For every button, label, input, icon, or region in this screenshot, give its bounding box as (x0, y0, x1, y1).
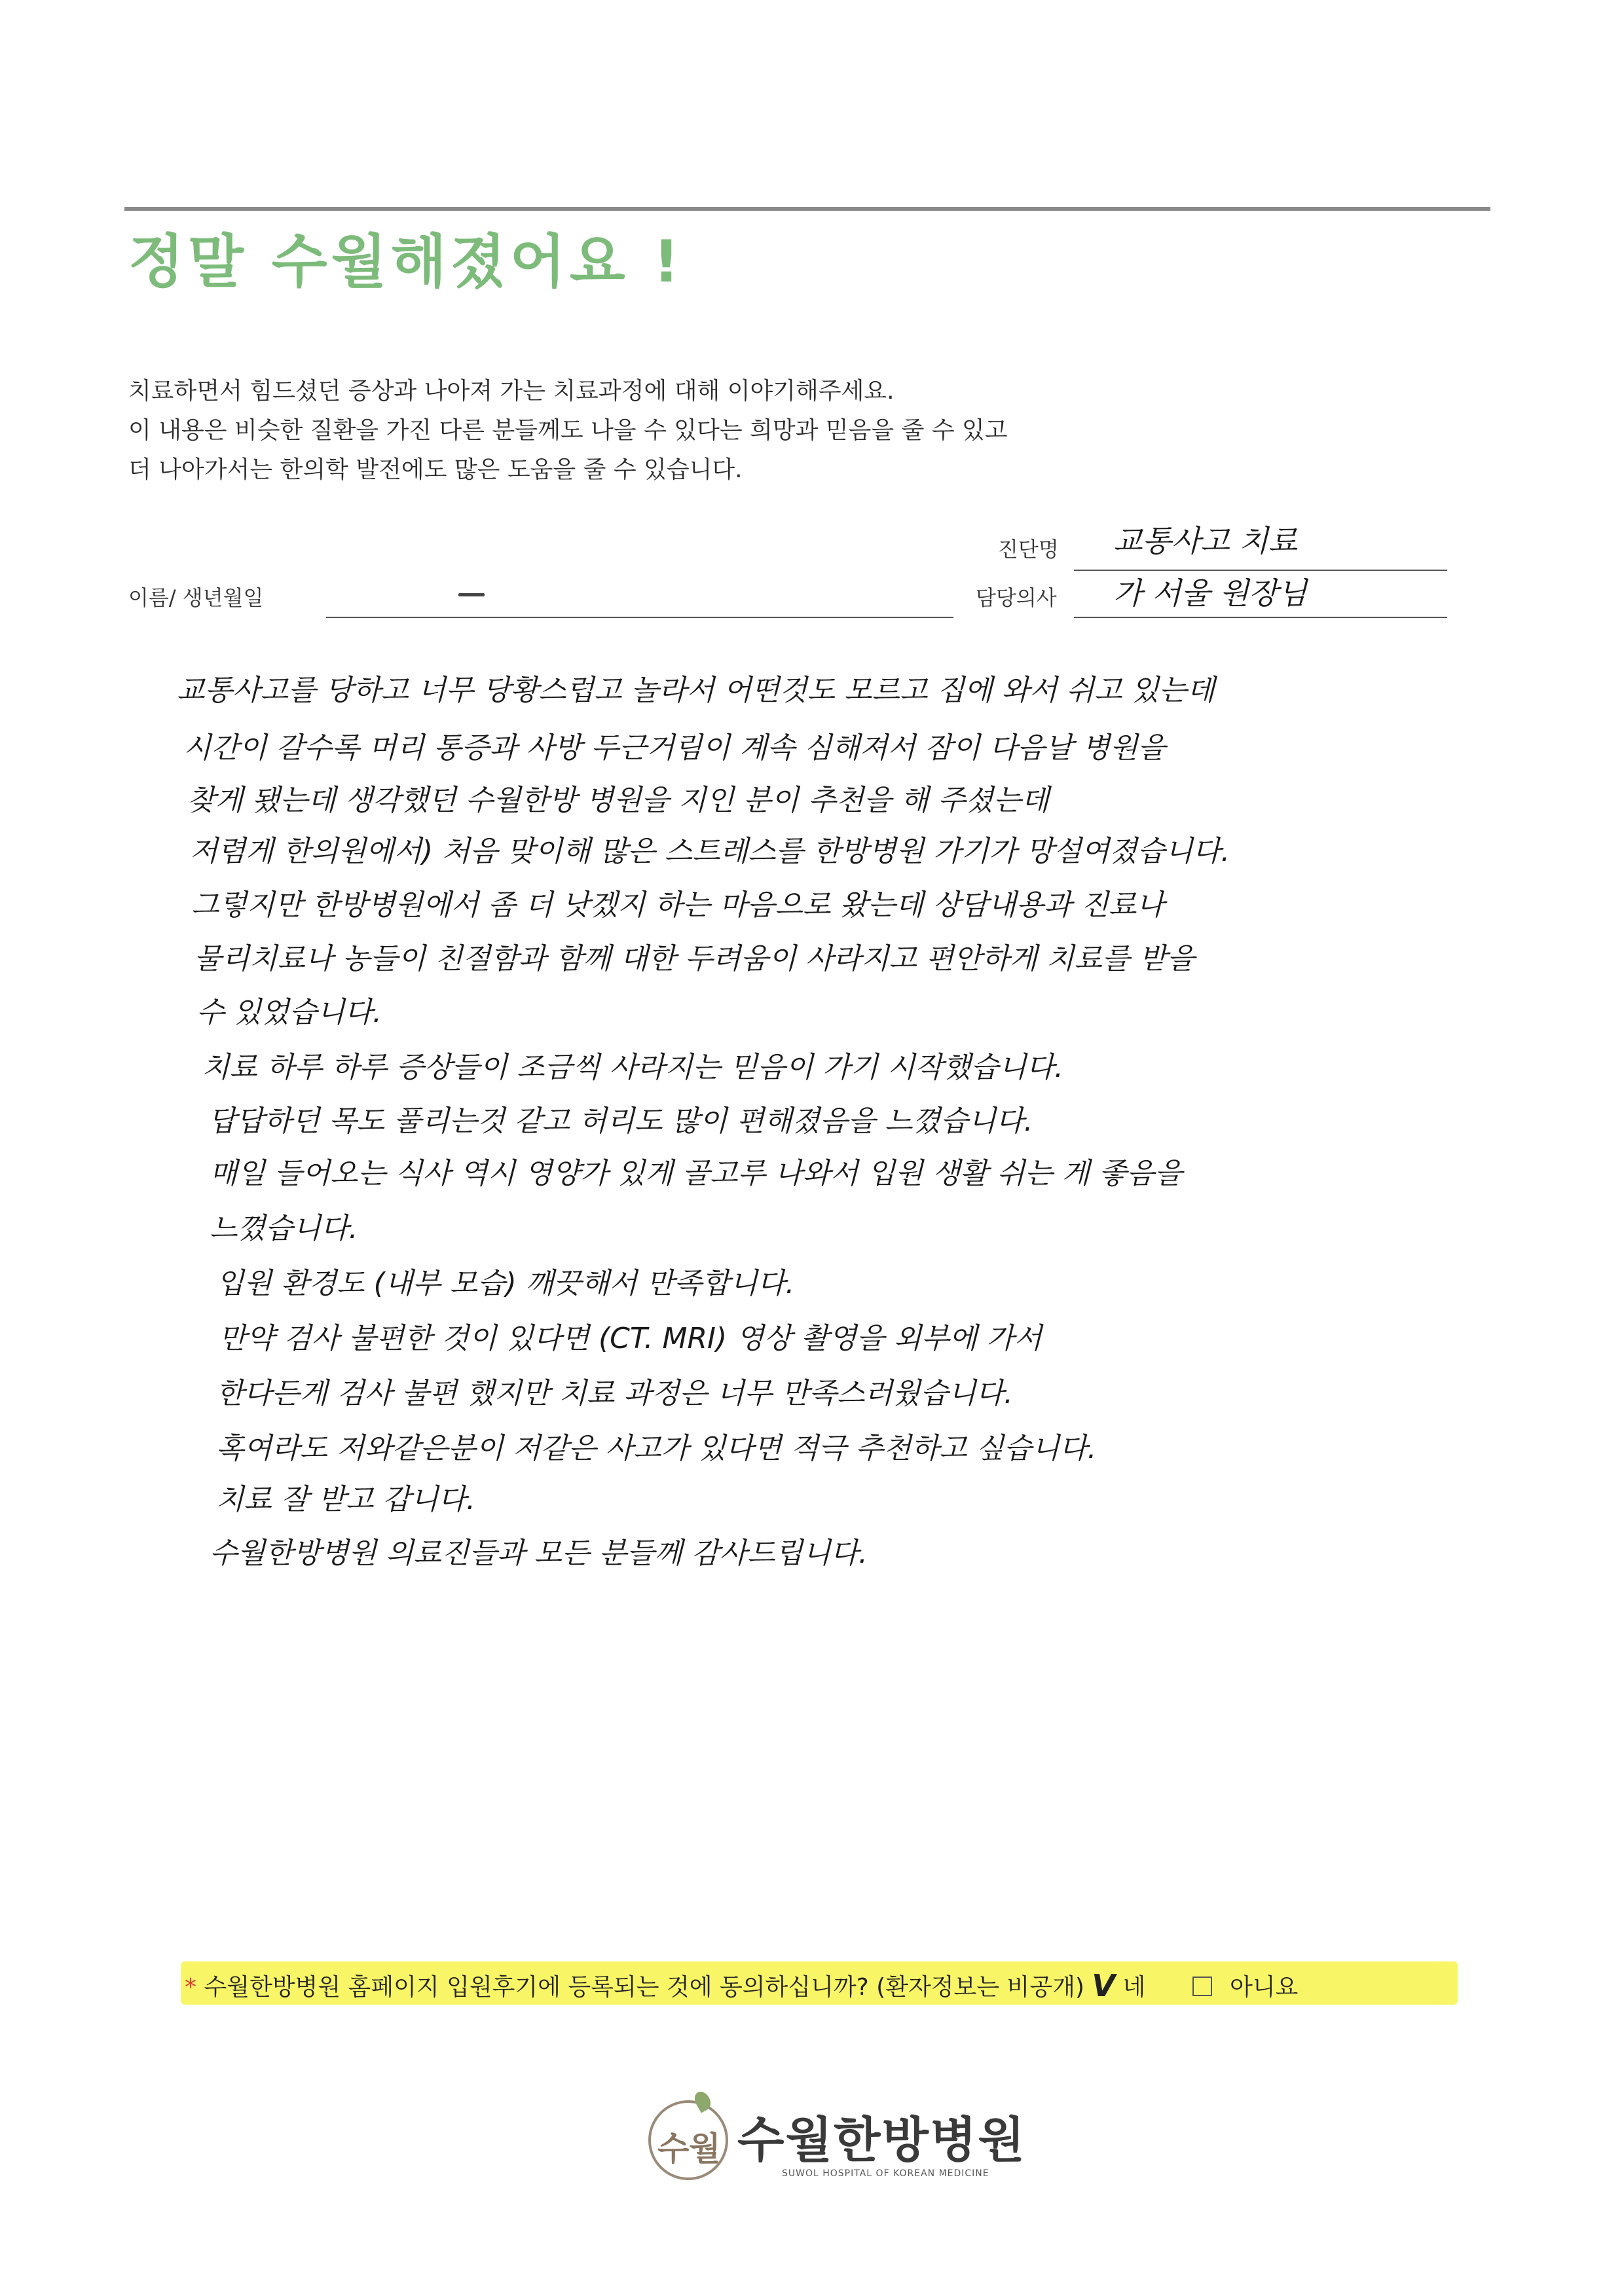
diagnosis-label: 진단명 (998, 537, 1059, 562)
logo-emblem-text: 수월 (657, 2130, 721, 2168)
intro-line: 더 나아가서는 한의학 발전에도 많은 도움을 줄 수 있습니다. (128, 456, 743, 483)
intro-line: 치료하면서 힘드셨던 증상과 나아져 가는 치료과정에 대해 이야기해주세요. (128, 378, 895, 405)
testimony-line: 치료 잘 받고 갑니다. (216, 1483, 475, 1516)
testimony-line: 치료 하루 하루 증상들이 조금씩 사라지는 믿음이 가기 시작했습니다. (202, 1051, 1063, 1084)
doctor-value: 가 서울 원장님 (1113, 575, 1307, 611)
testimony-line: 매일 들어오는 식사 역시 영양가 있게 골고루 나와서 입원 생활 쉬는 게 좋음을 (210, 1157, 1183, 1190)
testimony-line: 수월한방병원 의료진들과 모든 분들께 감사드립니다. (210, 1537, 868, 1570)
testimony-line: 만약 검사 불편한 것이 있다면 (CT. MRI) 영상 촬영을 외부에 가서 (219, 1322, 1043, 1355)
name-line (326, 617, 953, 618)
doctor-line (1074, 617, 1447, 618)
testimony-line: 한다든게 검사 불편 했지만 치료 과정은 너무 만족스러웠습니다. (216, 1377, 1013, 1410)
checkbox-icon[interactable] (1192, 1977, 1212, 1996)
no-label: 아니요 (1230, 1974, 1299, 2001)
consent-row (181, 1958, 1458, 2011)
logo-emblem (648, 2100, 728, 2180)
testimony-line: 답답하던 목도 풀리는것 같고 허리도 많이 편해졌음을 느꼈습니다. (208, 1104, 1033, 1138)
testimony-line: 교통사고를 당하고 너무 당황스럽고 놀라서 어떤것도 모르고 집에 와서 쉬고 있는데 (177, 674, 1215, 707)
doctor-label: 담당의사 (976, 585, 1057, 610)
logo-name: 수월한방병원 (737, 2112, 1026, 2168)
consent-text (185, 1967, 1298, 2002)
intro-line: 이 내용은 비슷한 질환을 가진 다른 분들께도 나을 수 있다는 희망과 믿음을 줄 수 있고 (128, 417, 1008, 444)
redacted-mark (458, 593, 485, 596)
name-label: 이름/ 생년월일 (128, 585, 264, 610)
yes-label: 네 (1122, 1974, 1146, 2001)
testimony-line: 입원 환경도 (내부 모습) 깨끗해서 만족합니다. (216, 1267, 795, 1300)
testimony-line: 저렴게 한의원에서) 처음 맞이해 많은 스트레스를 한방병원 가기가 망설여졌습니다. (190, 835, 1230, 868)
testimony-line: 물리치료나 농들이 친절함과 함께 대한 두려움이 사라지고 편안하게 치료를 받을 (194, 942, 1195, 975)
asterisk: * (185, 1974, 196, 2001)
logo-subtitle: SUWOL HOSPITAL OF KOREAN MEDICINE (782, 2168, 989, 2179)
testimony-line: 혹여라도 저와같은분이 저같은 사고가 있다면 적극 추천하고 싶습니다. (216, 1432, 1097, 1465)
hospital-logo (648, 2095, 1026, 2193)
intro-text (128, 372, 1008, 490)
check-mark-icon[interactable]: V (1092, 1968, 1115, 2003)
page-title: 정말 수월해졌어요 ! (128, 228, 684, 295)
diagnosis-value: 교통사고 치료 (1113, 523, 1298, 558)
testimony-line: 시간이 갈수록 머리 통증과 사방 두근거림이 계속 심해져서 잠이 다음날 병원을 (183, 731, 1166, 765)
consent-question: 수월한방병원 홈페이지 입원후기에 등록되는 것에 동의하십니까? (환자정보는 비공개) (204, 1974, 1084, 2001)
testimony-line: 느꼈습니다. (210, 1212, 358, 1245)
testimony-line: 그렇지만 한방병원에서 좀 더 낫겠지 하는 마음으로 왔는데 상담내용과 진료나 (191, 888, 1165, 922)
top-rule (124, 207, 1490, 211)
testimony-line: 찾게 됐는데 생각했던 수월한방 병원을 지인 분이 추천을 해 주셨는데 (187, 784, 1049, 817)
testimony-line: 수 있었습니다. (196, 996, 382, 1029)
